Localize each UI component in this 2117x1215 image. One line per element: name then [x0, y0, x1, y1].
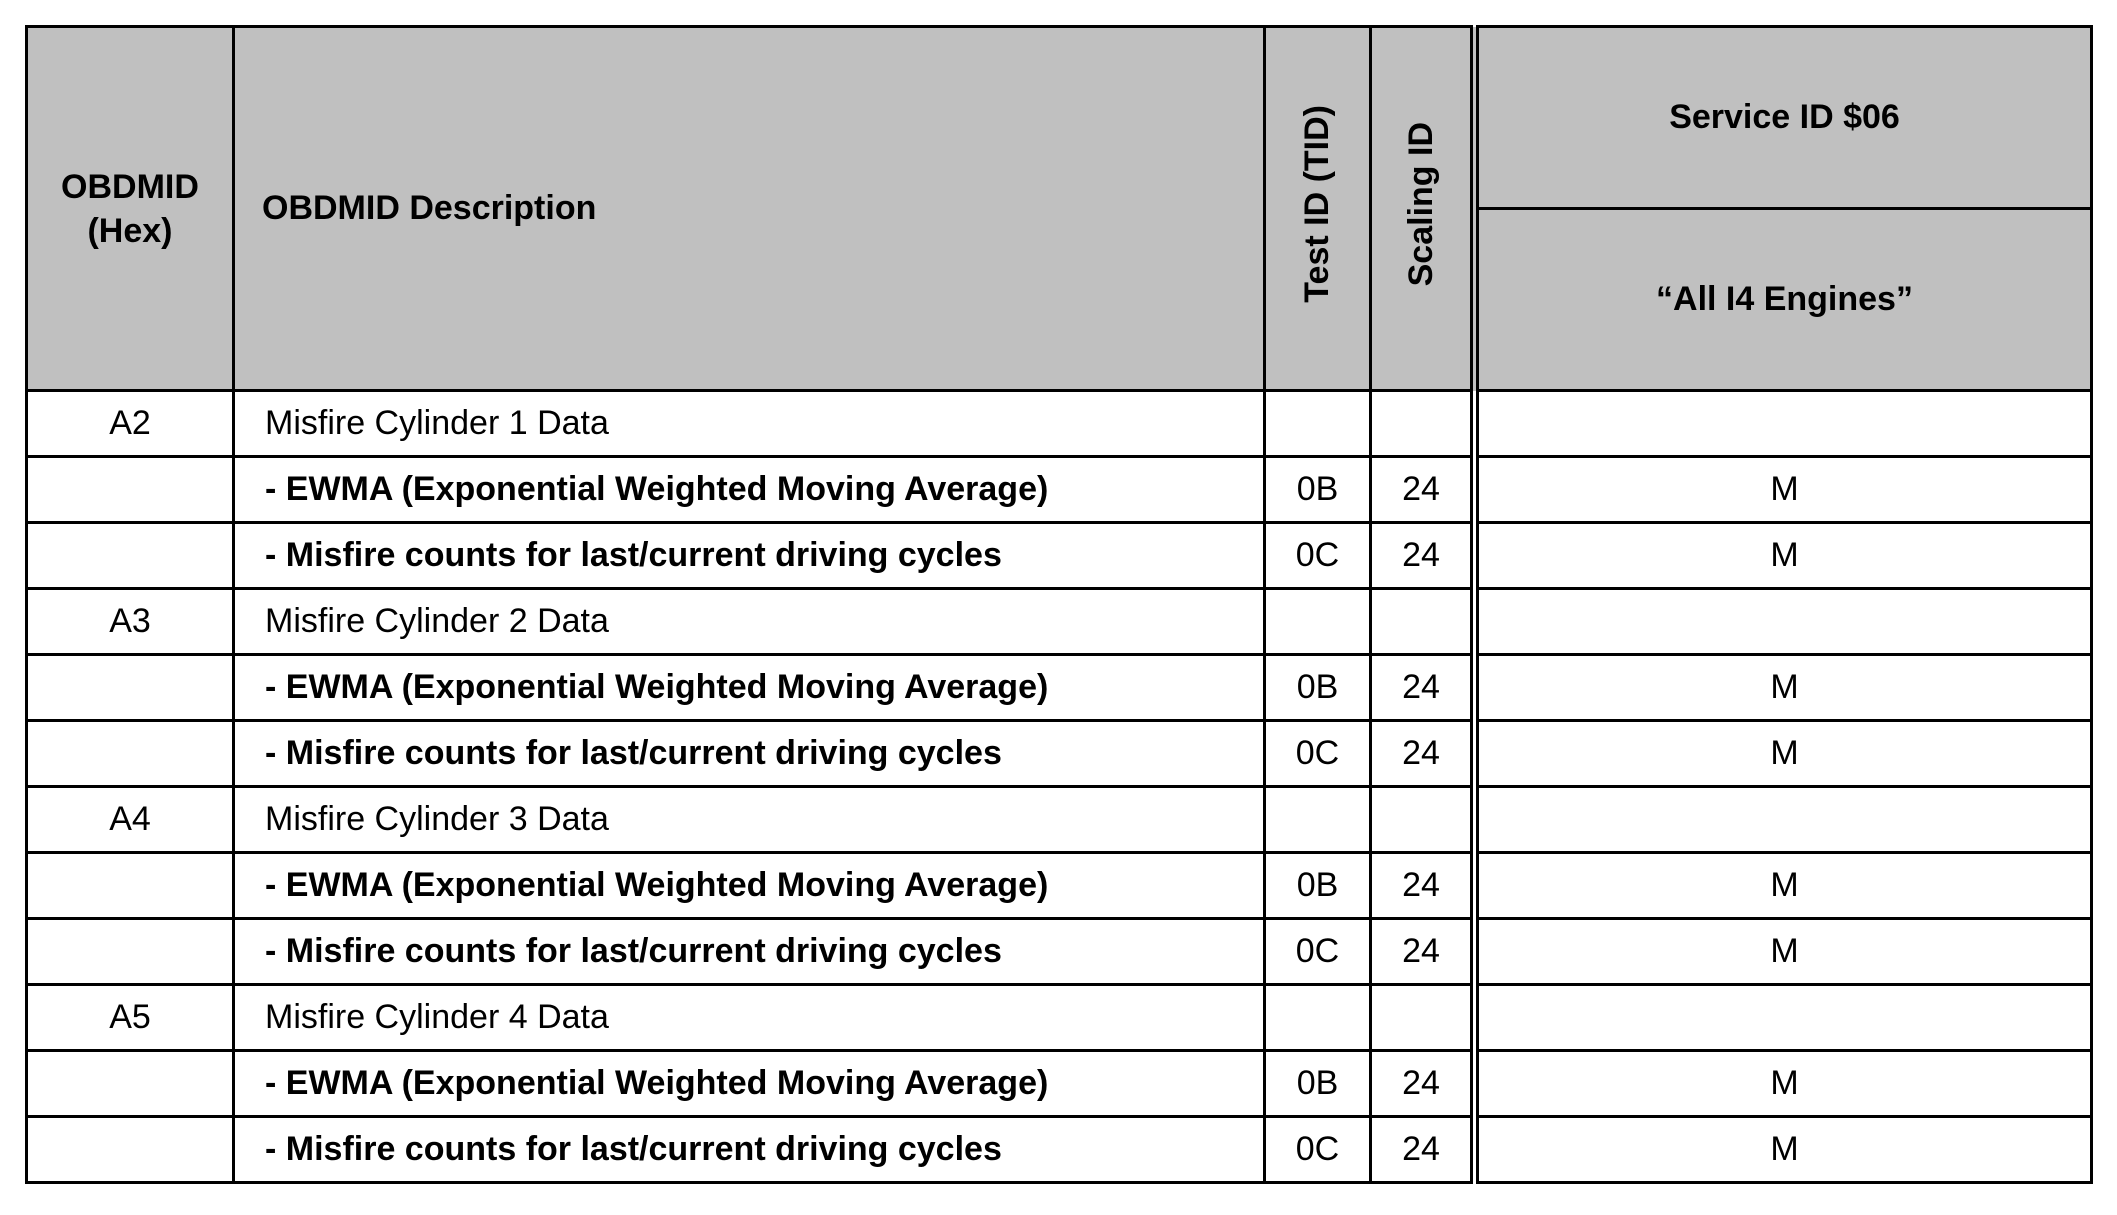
cell-obdmid-hex: A2 [27, 391, 234, 457]
header-scaling-id: Scaling ID [1401, 121, 1440, 287]
cell-service-id [1475, 391, 2092, 457]
cell-obdmid-hex: A5 [27, 985, 234, 1051]
cell-obdmid-description: - EWMA (Exponential Weighted Moving Average) [234, 1051, 1265, 1117]
cell-obdmid-description: - Misfire counts for last/current driving cycles [234, 721, 1265, 787]
table-row [27, 1051, 2092, 1117]
cell-scaling-id: 24 [1371, 457, 1475, 523]
cell-test-id [1265, 391, 1371, 457]
cell-test-id: 0C [1265, 919, 1371, 985]
cell-obdmid-description: Misfire Cylinder 1 Data [234, 391, 1265, 457]
cell-service-id: M [1475, 655, 2092, 721]
cell-obdmid-description: Misfire Cylinder 4 Data [234, 985, 1265, 1051]
table-row [27, 787, 2092, 853]
cell-service-id: M [1475, 919, 2092, 985]
cell-scaling-id: 24 [1371, 523, 1475, 589]
cell-test-id: 0C [1265, 721, 1371, 787]
cell-service-id: M [1475, 1117, 2092, 1183]
cell-service-id: M [1475, 721, 2092, 787]
cell-obdmid-hex [27, 655, 234, 721]
cell-scaling-id: 24 [1371, 919, 1475, 985]
table-row [27, 391, 2092, 457]
table-row [27, 721, 2092, 787]
cell-obdmid-description: - EWMA (Exponential Weighted Moving Average) [234, 655, 1265, 721]
cell-test-id: 0B [1265, 1051, 1371, 1117]
cell-test-id [1265, 589, 1371, 655]
cell-obdmid-description: - EWMA (Exponential Weighted Moving Average) [234, 457, 1265, 523]
cell-test-id: 0B [1265, 853, 1371, 919]
cell-test-id: 0C [1265, 523, 1371, 589]
table-row [27, 1117, 2092, 1183]
cell-scaling-id: 24 [1371, 1117, 1475, 1183]
header-obdmid-hex [27, 27, 234, 391]
cell-obdmid-description: - Misfire counts for last/current driving cycles [234, 1117, 1265, 1183]
cell-test-id: 0B [1265, 457, 1371, 523]
cell-scaling-id [1371, 985, 1475, 1051]
header-obdmid-description: OBDMID Description [234, 27, 1265, 391]
header-obdmid-hex-line1: OBDMID [61, 167, 199, 206]
cell-service-id [1475, 589, 2092, 655]
header-scaling-id-cell [1371, 27, 1475, 391]
table-row [27, 919, 2092, 985]
table-row [27, 523, 2092, 589]
cell-scaling-id: 24 [1371, 1051, 1475, 1117]
cell-scaling-id [1371, 391, 1475, 457]
cell-obdmid-description: - EWMA (Exponential Weighted Moving Average) [234, 853, 1265, 919]
header-obdmid-hex-line2: (Hex) [87, 211, 173, 250]
cell-obdmid-hex [27, 853, 234, 919]
table-header [27, 27, 2092, 391]
cell-obdmid-description: - Misfire counts for last/current driving cycles [234, 523, 1265, 589]
cell-test-id [1265, 787, 1371, 853]
cell-service-id: M [1475, 457, 2092, 523]
header-service-id: Service ID $06 [1475, 27, 2092, 209]
header-all-i4-engines: “All I4 Engines” [1475, 209, 2092, 391]
cell-obdmid-hex [27, 1051, 234, 1117]
cell-test-id [1265, 985, 1371, 1051]
header-test-id-cell [1265, 27, 1371, 391]
cell-test-id: 0C [1265, 1117, 1371, 1183]
cell-obdmid-hex: A3 [27, 589, 234, 655]
cell-obdmid-hex: A4 [27, 787, 234, 853]
cell-obdmid-description: Misfire Cylinder 2 Data [234, 589, 1265, 655]
cell-service-id [1475, 787, 2092, 853]
obdmid-table [25, 25, 2093, 1184]
table-row [27, 985, 2092, 1051]
cell-scaling-id: 24 [1371, 853, 1475, 919]
cell-scaling-id [1371, 787, 1475, 853]
header-test-id: Test ID (TID) [1298, 105, 1336, 303]
cell-scaling-id: 24 [1371, 721, 1475, 787]
cell-test-id: 0B [1265, 655, 1371, 721]
table-row [27, 589, 2092, 655]
cell-service-id [1475, 985, 2092, 1051]
table-row [27, 457, 2092, 523]
cell-obdmid-description: - Misfire counts for last/current driving cycles [234, 919, 1265, 985]
cell-obdmid-hex [27, 523, 234, 589]
cell-obdmid-hex [27, 457, 234, 523]
cell-service-id: M [1475, 853, 2092, 919]
table-body [27, 391, 2092, 1183]
cell-obdmid-hex [27, 919, 234, 985]
cell-obdmid-hex [27, 721, 234, 787]
cell-scaling-id: 24 [1371, 655, 1475, 721]
cell-service-id: M [1475, 523, 2092, 589]
table-row [27, 853, 2092, 919]
cell-scaling-id [1371, 589, 1475, 655]
table-row [27, 655, 2092, 721]
cell-obdmid-description: Misfire Cylinder 3 Data [234, 787, 1265, 853]
header-row-top [27, 27, 2092, 209]
cell-obdmid-hex [27, 1117, 234, 1183]
cell-service-id: M [1475, 1051, 2092, 1117]
